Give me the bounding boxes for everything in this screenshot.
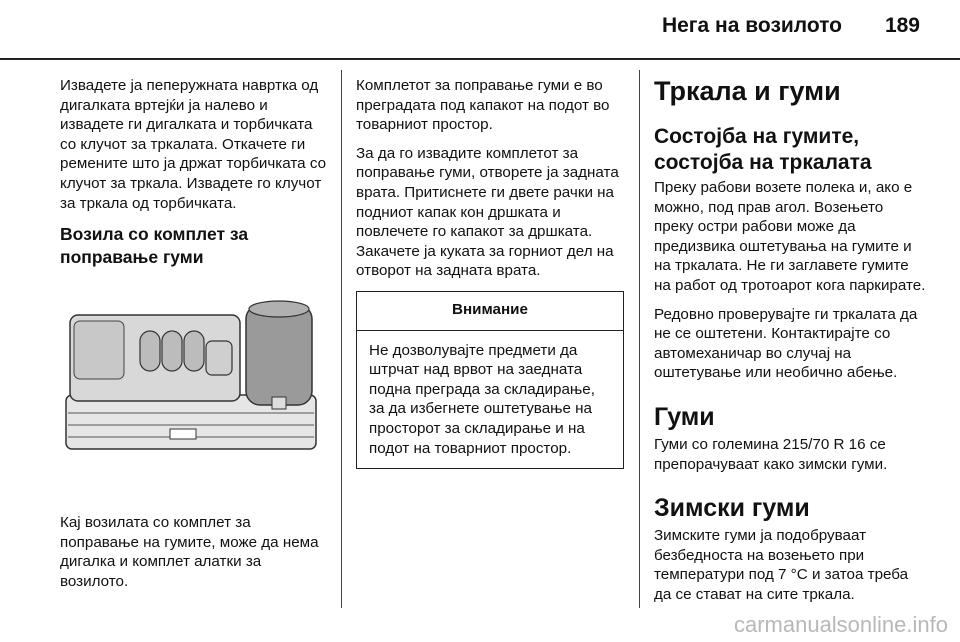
caution-text: Не дозволувајте предмети да штрчат над врвот на заедната подна преграда за складирање, за да избегнете оштетување на просторот за складирање и на подот на товарниот простор. — [369, 341, 595, 457]
subsection-heading: Зимски гуми — [654, 494, 810, 523]
header-rule — [0, 58, 960, 60]
section-heading: Возила со комплет за поправање гуми — [60, 224, 249, 268]
caution-box — [356, 291, 624, 469]
watermark: carmanualsonline.info — [733, 612, 948, 637]
column-divider — [341, 70, 342, 608]
subsection-heading: Гуми — [654, 402, 715, 431]
column-divider — [639, 70, 640, 608]
section-title: Нега на возилото — [661, 14, 842, 37]
tire-repair-kit-drawing — [60, 285, 322, 497]
column-right — [654, 76, 926, 614]
paragraph: За да го извадите комплетот за поправање гуми, отворете ја задната врата. Притиснете ги двете рачки на подниот капак кон дршката и повлечете го капакот за дршката. Закачете ја куката за горниот дел на отворот на задната врата. — [356, 144, 619, 280]
figure-caption: Кај возилата со комплет за поправање на гумите, може да нема дигалка и комплет алатки за возилото. — [60, 514, 319, 590]
paragraph: Извадете ја пеперужната наврткa од дигалката вртејќи ја налево и извадете ги дигалката и торбичката со клучот за тркалата. Откачете ги ремените што ја држат торбичката со клучот за тркала. Извадете го клучот за тркала од торбичката. — [60, 77, 327, 212]
paragraph: Зимските гуми ја подобруваат безбедноста на возењето при температури под 7 °C и затоа треба да се стават на сите тркала. — [654, 527, 909, 603]
paragraph: Редовно проверувајте ги тркалата да не се оштетени. Контактирајте со автомеханичар во случај на оштетување или необично абење. — [654, 305, 918, 382]
subsection-heading: Состојба на гумите, состојба на тркалата — [654, 125, 872, 174]
caution-title: Внимание — [357, 292, 623, 331]
paragraph: Комплетот за поправање гуми е во преградата под капакот на подот во товарниот простор. — [356, 77, 610, 134]
paragraph: Преку рабови возете полека и, ако е можно, под прав агол. Возењето преку остри рабови може да предизвика оштетувања на гумите и на тркалата. Не ги заглавете гумите на работ од тротоарот кога паркирате. — [654, 179, 926, 294]
chapter-title: Тркала и гуми — [654, 76, 841, 106]
paragraph: Гуми со големина 215/70 R 16 се препорачуваат како зимски гуми. — [654, 435, 888, 473]
column-left — [60, 76, 330, 601]
column-middle — [356, 76, 628, 469]
page-number: 189 — [884, 14, 920, 37]
tire-repair-kit-illustration — [60, 285, 322, 497]
page-header — [0, 0, 960, 60]
